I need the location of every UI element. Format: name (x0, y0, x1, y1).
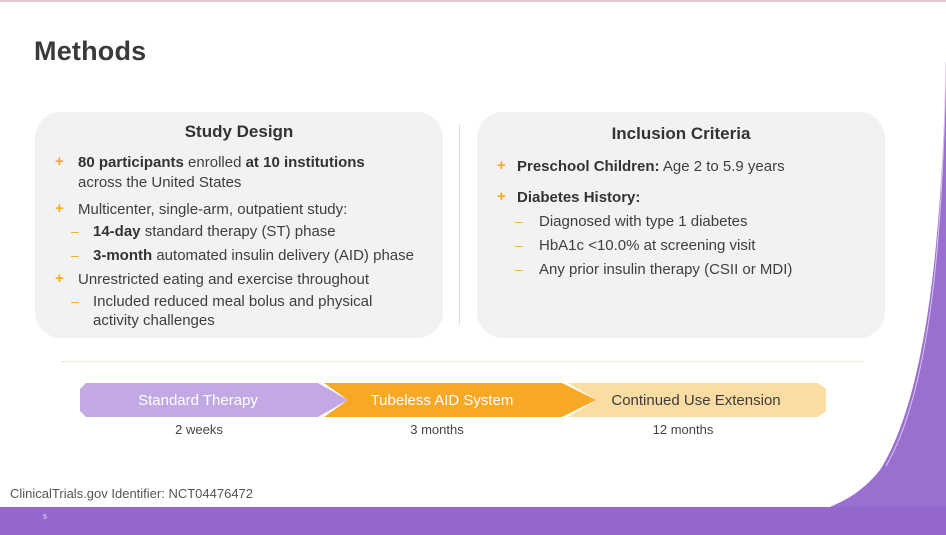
inclusion-bullet-diabetes-history: Diabetes History: (517, 189, 641, 206)
study-design-heading: Study Design (184, 122, 294, 141)
timeline-phase-standard-therapy: Standard Therapy (138, 391, 258, 409)
dash-bullet-icon: – (515, 213, 523, 229)
dash-bullet-icon: – (71, 223, 79, 239)
inclusion-sub-hba1c: HbA1c <10.0% at screening visit (539, 237, 756, 254)
study-design-sub-st-phase: 14-day standard therapy (ST) phase (93, 223, 336, 240)
dash-bullet-icon: – (515, 261, 523, 277)
study-design-sub-aid-phase: 3-month automated insulin delivery (AID) phase (93, 247, 414, 264)
dash-bullet-icon: – (71, 247, 79, 263)
inclusion-sub-type1: Diagnosed with type 1 diabetes (539, 213, 748, 230)
footer-bar (0, 507, 946, 535)
study-design-bullet-participants: 80 participants enrolled at 10 institutions across the United States (78, 154, 365, 191)
study-design-bullet-unrestricted: Unrestricted eating and exercise throughout (78, 271, 370, 288)
plus-bullet-icon: + (55, 200, 64, 217)
inclusion-bullet-preschool: Preschool Children: Age 2 to 5.9 years (517, 158, 785, 175)
clinical-trials-identifier: ClinicalTrials.gov Identifier: NCT04476472 (10, 486, 254, 501)
plus-bullet-icon: + (497, 157, 506, 174)
duration-tubeless-aid: 3 months (410, 422, 464, 437)
inclusion-sub-prior-insulin: Any prior insulin therapy (CSII or MDI) (539, 261, 793, 278)
dash-bullet-icon: – (515, 237, 523, 253)
plus-bullet-icon: + (497, 188, 506, 205)
timeline-phase-extension: Continued Use Extension (611, 391, 781, 409)
page-number: 5 (43, 514, 47, 521)
slide-title: Methods (34, 36, 147, 66)
study-design-sub-challenges: Included reduced meal bolus and physical activity challenges (93, 293, 373, 329)
duration-standard-therapy: 2 weeks (175, 422, 223, 437)
inclusion-criteria-heading: Inclusion Criteria (611, 124, 751, 143)
study-design-bullet-multicenter: Multicenter, single-arm, outpatient study: (78, 201, 348, 218)
dash-bullet-icon: – (71, 293, 79, 309)
plus-bullet-icon: + (55, 270, 64, 287)
duration-extension: 12 months (652, 422, 714, 437)
plus-bullet-icon: + (55, 153, 64, 170)
timeline-phase-tubeless-aid: Tubeless AID System (370, 391, 514, 409)
